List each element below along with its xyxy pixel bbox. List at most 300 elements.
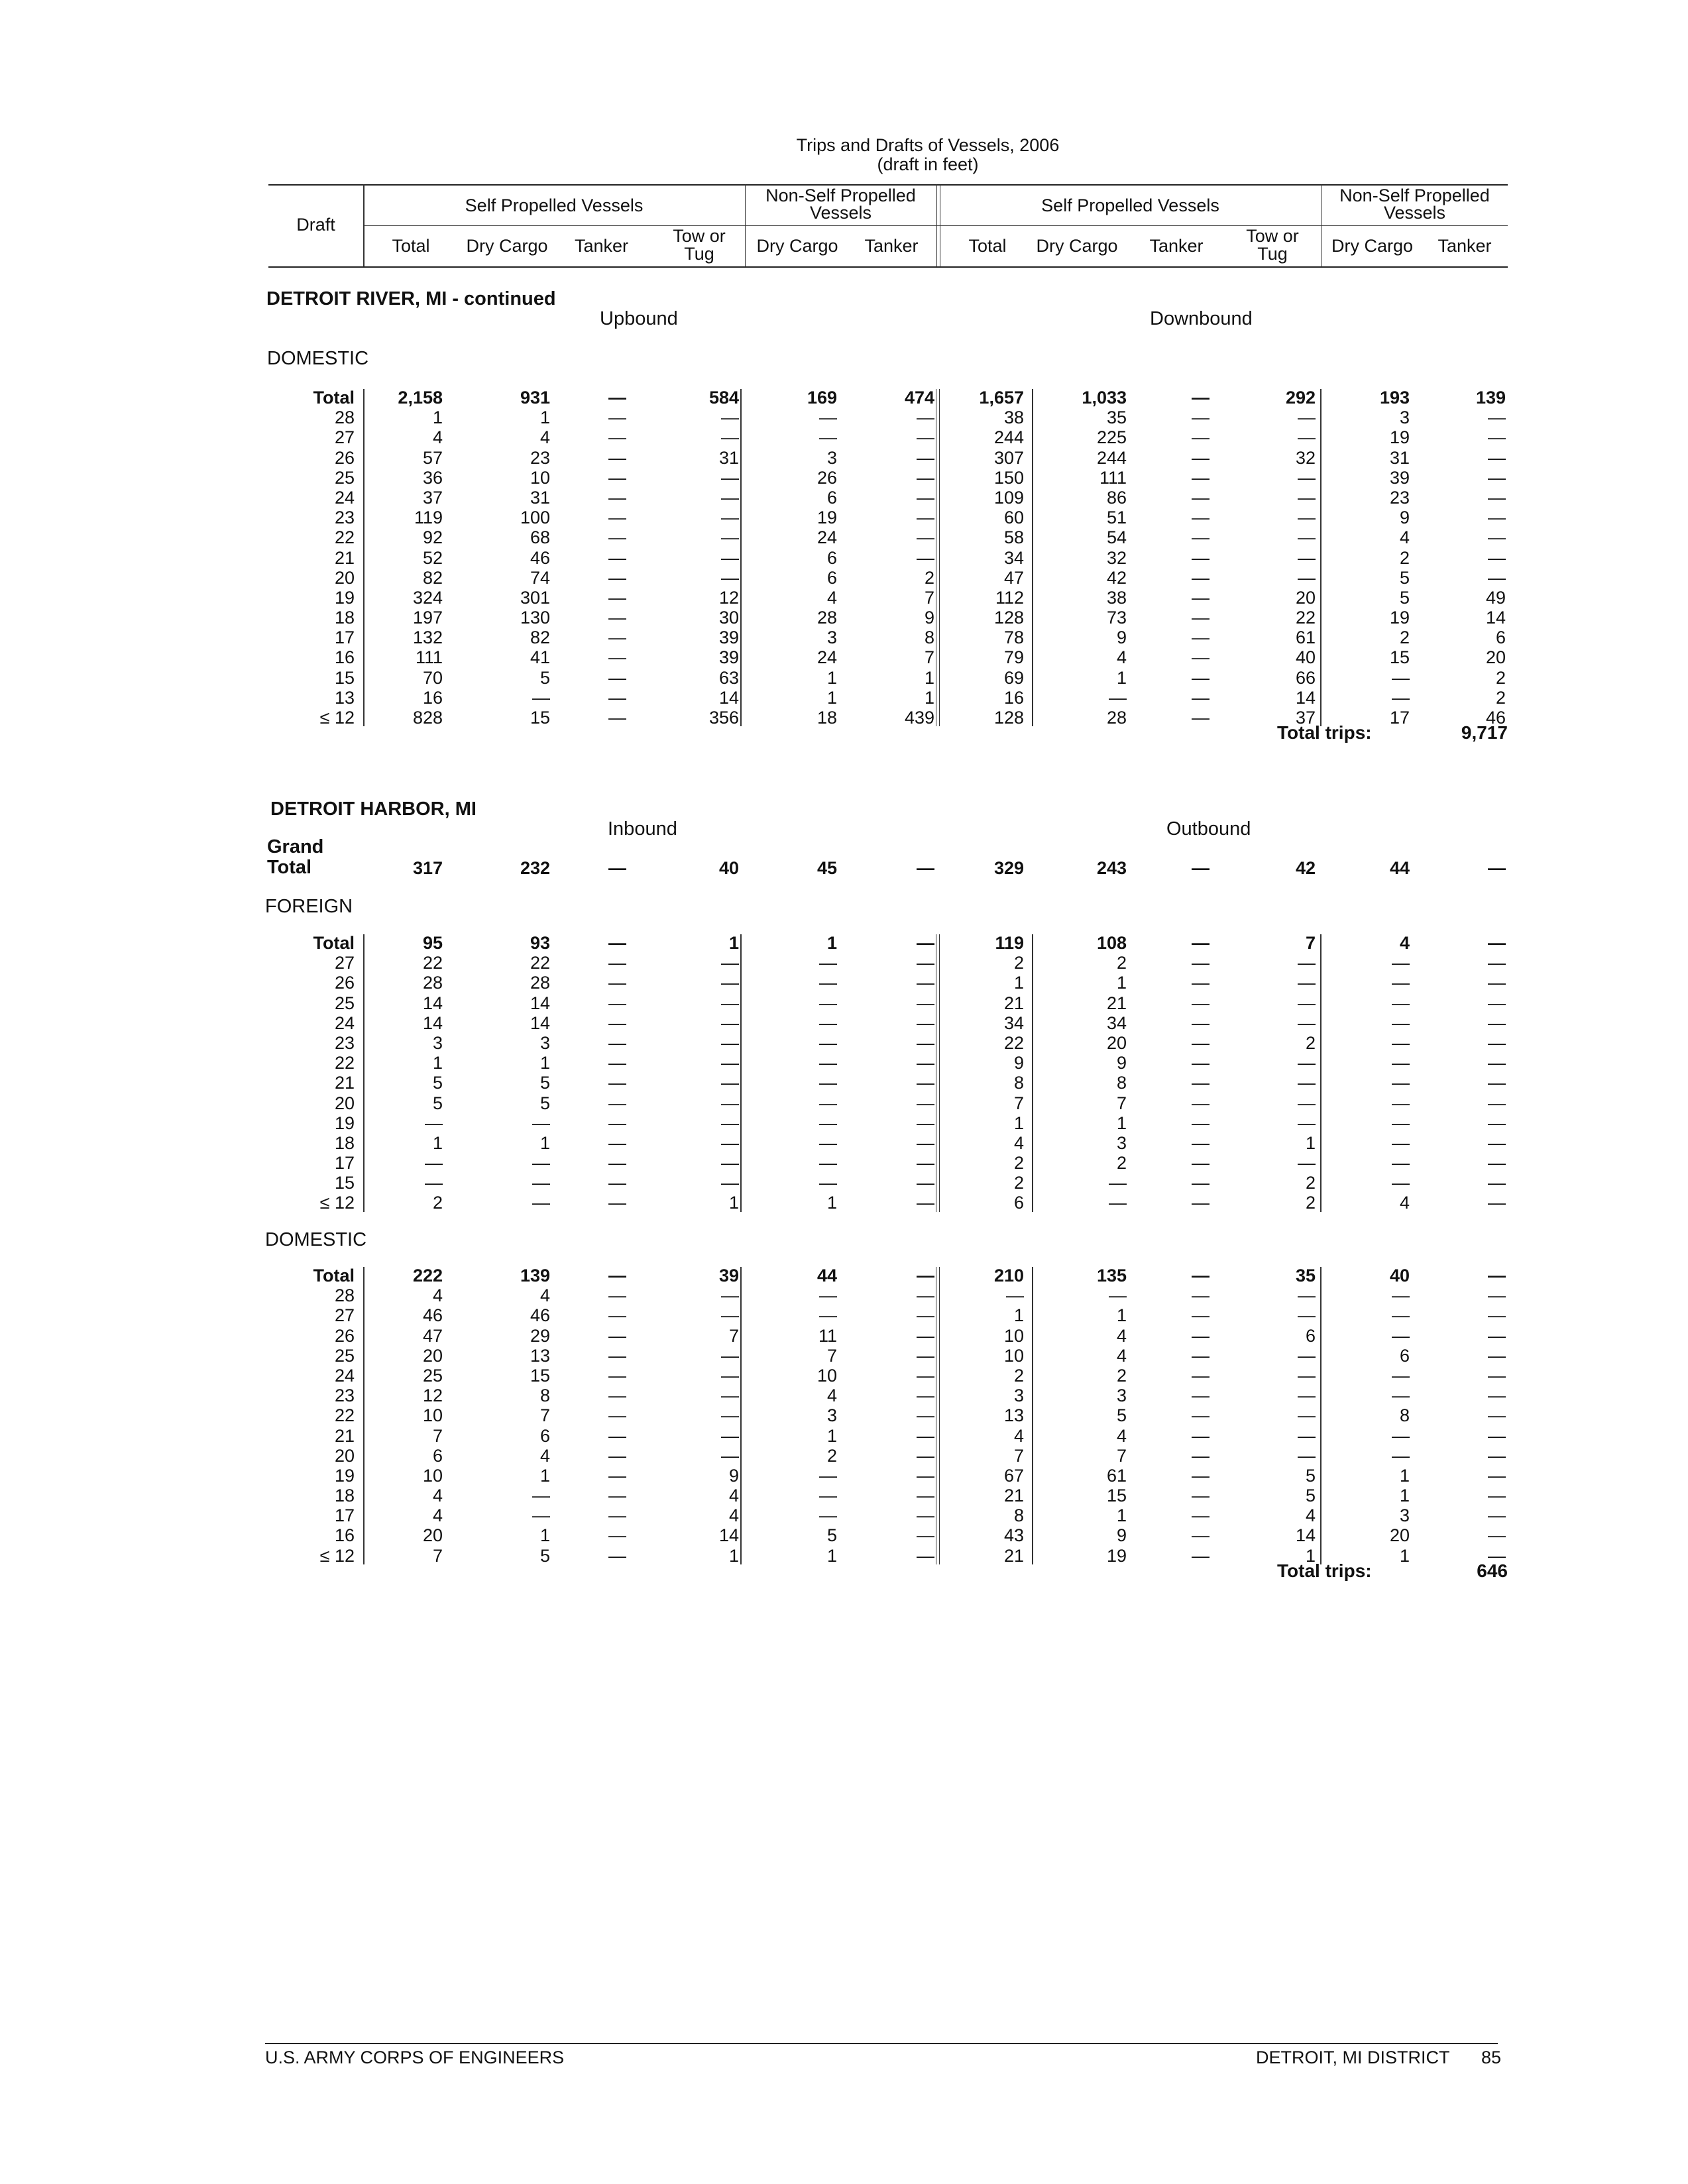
table-cell: 39 <box>718 628 739 648</box>
table-cell: — <box>1298 408 1316 428</box>
draft-column <box>275 933 355 1213</box>
table-cell: — <box>917 1053 934 1073</box>
table-cell: — <box>608 408 626 428</box>
table-cell: 10 <box>816 1365 837 1386</box>
table-cell: 1 <box>1013 1305 1024 1326</box>
table-cell: — <box>1392 1305 1410 1326</box>
table-cell: — <box>1192 1386 1210 1406</box>
table-cell: — <box>721 1113 739 1133</box>
table-cell: 14 <box>530 1012 550 1033</box>
table-cell: — <box>608 708 626 728</box>
table-cell: 14 <box>422 993 443 1013</box>
table-cell: — <box>1392 1053 1410 1073</box>
table-cell: — <box>1392 973 1410 993</box>
table-cell: — <box>1488 1465 1506 1486</box>
table-cell: 4 <box>539 1285 550 1306</box>
table-cell: 47 <box>422 1325 443 1346</box>
table-cell: — <box>1488 447 1506 468</box>
table-cell: — <box>1192 1325 1210 1346</box>
table-cell: 1 <box>539 1053 550 1073</box>
table-cell: — <box>1298 953 1316 973</box>
table-cell: 8 <box>1013 1505 1024 1526</box>
table-cell: 1 <box>539 408 550 428</box>
data-column <box>370 1266 443 1566</box>
table-cell: — <box>1392 1073 1410 1093</box>
table-cell: 150 <box>993 467 1024 488</box>
table-cell: — <box>1488 953 1506 973</box>
table-cell: 4 <box>1116 647 1127 668</box>
table-cell: 19 <box>1389 608 1410 628</box>
data-column <box>1054 388 1127 728</box>
table-cell: — <box>917 1132 934 1153</box>
table-cell: — <box>819 1505 837 1526</box>
data-column <box>370 933 443 1213</box>
table-cell: 39 <box>1389 467 1410 488</box>
table-cell: — <box>1192 1012 1210 1033</box>
table-cell: 307 <box>993 447 1024 468</box>
table-cell: 24 <box>816 527 837 548</box>
table-cell: 9 <box>924 608 934 628</box>
table-cell: — <box>1192 993 1210 1013</box>
table-cell: 19 <box>816 508 837 528</box>
table-cell: — <box>1192 427 1210 448</box>
data-column <box>862 1266 934 1566</box>
table-cell: 3 <box>539 1032 550 1053</box>
table-cell: 3 <box>826 447 837 468</box>
draft-value: 27 <box>334 1305 355 1326</box>
table-cell: 2 <box>1495 687 1506 708</box>
table-cell: 74 <box>530 567 550 588</box>
table-cell: 1 <box>432 1053 443 1073</box>
table-cell: — <box>917 1173 934 1193</box>
table-cell: — <box>819 1113 837 1133</box>
table-cell: 5 <box>432 1093 443 1113</box>
table-cell: — <box>608 1386 626 1406</box>
total-cell: — <box>608 388 626 408</box>
table-cell: 28 <box>530 973 550 993</box>
table-cell: — <box>1488 1053 1506 1073</box>
table-cell: 16 <box>1003 687 1024 708</box>
total-cell: — <box>917 1266 934 1285</box>
table-cell: — <box>1192 1305 1210 1326</box>
draft-value: 23 <box>334 1386 355 1406</box>
table-cell: 8 <box>924 628 934 648</box>
table-cell: — <box>917 547 934 568</box>
table-cell: — <box>721 973 739 993</box>
table-cell: — <box>819 1173 837 1193</box>
table-title <box>663 136 1193 174</box>
table-cell: — <box>608 993 626 1013</box>
table-cell: — <box>532 1153 550 1174</box>
draft-value: ≤ 12 <box>319 1545 355 1566</box>
table-cell: — <box>608 1425 626 1446</box>
total-cell: — <box>608 933 626 953</box>
table-cell: — <box>819 1093 837 1113</box>
table-cell: — <box>1192 1173 1210 1193</box>
table-cell: — <box>1392 1032 1410 1053</box>
table-cell: 1 <box>924 687 934 708</box>
table-cell: — <box>532 687 550 708</box>
table-cell: 35 <box>1106 408 1127 428</box>
table-cell: 26 <box>816 467 837 488</box>
col-header-dry-cargo: Dry Cargo <box>466 236 548 256</box>
total-cell: 93 <box>530 933 550 953</box>
table-cell: — <box>608 447 626 468</box>
table-cell: 37 <box>1295 708 1316 728</box>
table-cell: 21 <box>1106 993 1127 1013</box>
table-cell: — <box>1192 1365 1210 1386</box>
table-cell: — <box>1192 687 1210 708</box>
table-cell: 2 <box>1399 628 1410 648</box>
footer-left: U.S. ARMY CORPS OF ENGINEERS <box>265 2048 565 2067</box>
table-cell: 14 <box>1295 687 1316 708</box>
table-cell: — <box>721 1032 739 1053</box>
header-non-self-propelled-left: Non-Self Propelled Vessels <box>765 186 916 223</box>
table-cell: — <box>1298 1445 1316 1466</box>
table-cell: 73 <box>1106 608 1127 628</box>
column-rule <box>1032 389 1033 726</box>
table-cell: — <box>917 1093 934 1113</box>
table-cell: 15 <box>530 1365 550 1386</box>
total-cell: — <box>1488 1266 1506 1285</box>
table-cell: — <box>1488 1386 1506 1406</box>
data-column <box>764 388 837 728</box>
table-cell: — <box>917 1365 934 1386</box>
table-cell: 1 <box>1399 1545 1410 1566</box>
grand-total-label-line-2: Total <box>267 857 312 878</box>
total-cell: — <box>917 933 934 953</box>
table-cell: 8 <box>1013 1073 1024 1093</box>
table-cell: — <box>1192 1465 1210 1486</box>
table-cell: — <box>608 527 626 548</box>
draft-value: 25 <box>334 993 355 1013</box>
table-cell: 5 <box>539 1073 550 1093</box>
table-cell: — <box>1192 1425 1210 1446</box>
table-cell: — <box>819 953 837 973</box>
table-cell: 2 <box>1305 1193 1316 1213</box>
table-cell: 3 <box>1399 408 1410 428</box>
data-column <box>477 1266 550 1566</box>
table-cell: 100 <box>520 508 550 528</box>
col-header-nsp-tanker-right: Tanker <box>1437 236 1492 256</box>
table-cell: — <box>917 447 934 468</box>
data-column <box>862 388 934 728</box>
table-cell: — <box>608 1325 626 1346</box>
table-cell: 23 <box>530 447 550 468</box>
table-cell: — <box>721 1386 739 1406</box>
table-cell: — <box>917 1505 934 1526</box>
total-cell: 44 <box>816 1266 837 1285</box>
table-cell: 38 <box>1106 587 1127 608</box>
column-rule <box>1320 1267 1322 1564</box>
table-cell: — <box>721 487 739 508</box>
table-cell: — <box>1392 1153 1410 1174</box>
column-rule <box>740 1267 742 1564</box>
table-cell: — <box>819 1285 837 1306</box>
table-cell: 3 <box>1399 1505 1410 1526</box>
table-cell: 5 <box>539 667 550 688</box>
col-header-total-right: Total <box>968 236 1007 256</box>
table-cell: 86 <box>1106 487 1127 508</box>
total-trips-value-harbor: 646 <box>1477 1560 1508 1581</box>
table-cell: 4 <box>432 1285 443 1306</box>
table-cell: — <box>608 647 626 668</box>
table-cell: — <box>608 508 626 528</box>
table-cell: — <box>532 1113 550 1133</box>
table-cell: — <box>1488 1345 1506 1366</box>
table-cell: 6 <box>1305 1325 1316 1346</box>
table-cell: — <box>1488 1545 1506 1566</box>
table-cell: 7 <box>432 1545 443 1566</box>
table-cell: 4 <box>1013 1132 1024 1153</box>
table-cell: — <box>608 467 626 488</box>
col-header-total: Total <box>392 236 430 256</box>
column-rule <box>740 389 742 726</box>
table-cell: 1 <box>539 1132 550 1153</box>
table-cell: 54 <box>1106 527 1127 548</box>
table-cell: — <box>1298 1093 1316 1113</box>
table-cell: — <box>1109 687 1127 708</box>
table-cell: 1 <box>1013 1113 1024 1133</box>
table-cell: — <box>1488 427 1506 448</box>
table-cell: 4 <box>1305 1505 1316 1526</box>
table-cell: — <box>1192 628 1210 648</box>
table-cell: — <box>917 427 934 448</box>
total-cell: 193 <box>1379 388 1410 408</box>
total-cell: — <box>608 1266 626 1285</box>
table-cell: 42 <box>1106 567 1127 588</box>
table-cell: 92 <box>422 527 443 548</box>
table-cell: 57 <box>422 447 443 468</box>
table-cell: 63 <box>718 667 739 688</box>
draft-value: 16 <box>334 647 355 668</box>
table-cell: 14 <box>530 993 550 1013</box>
draft-value: 20 <box>334 567 355 588</box>
table-cell: — <box>1298 487 1316 508</box>
table-cell: — <box>721 1093 739 1113</box>
table-cell: — <box>1488 1012 1506 1033</box>
table-cell: — <box>1298 1053 1316 1073</box>
table-cell: — <box>1192 667 1210 688</box>
table-cell: 4 <box>1116 1325 1127 1346</box>
draft-value: 24 <box>334 487 355 508</box>
table-cell: — <box>721 1285 739 1306</box>
table-cell: 4 <box>539 1445 550 1466</box>
table-cell: — <box>608 1012 626 1033</box>
table-cell: 12 <box>718 587 739 608</box>
table-cell: 41 <box>530 647 550 668</box>
table-cell: — <box>917 1153 934 1174</box>
table-cell: 1 <box>1116 1505 1127 1526</box>
table-cell: — <box>608 1545 626 1566</box>
table-cell: — <box>608 1405 626 1426</box>
grand-total-cell: — <box>917 858 934 878</box>
table-cell: 1 <box>826 1545 837 1566</box>
table-cell: — <box>532 1486 550 1506</box>
table-cell: 4 <box>432 1505 443 1526</box>
data-column <box>1243 388 1316 728</box>
table-cell: — <box>1298 1305 1316 1326</box>
table-cell: — <box>917 408 934 428</box>
table-cell: 9 <box>1013 1053 1024 1073</box>
table-cell: 19 <box>1106 1545 1127 1566</box>
table-cell: — <box>532 1193 550 1213</box>
table-cell: 14 <box>422 1012 443 1033</box>
table-cell: 14 <box>718 687 739 708</box>
table-cell: 9 <box>728 1465 739 1486</box>
table-cell: — <box>1298 1425 1316 1446</box>
table-cell: 244 <box>1096 447 1127 468</box>
grand-total-cell: — <box>1192 858 1210 878</box>
table-cell: 20 <box>1295 587 1316 608</box>
table-cell: — <box>1488 1153 1506 1174</box>
table-cell: 51 <box>1106 508 1127 528</box>
grand-total-cell: 42 <box>1295 858 1316 878</box>
table-cell: 1 <box>539 1525 550 1546</box>
table-cell: — <box>1192 467 1210 488</box>
table-cell: — <box>917 993 934 1013</box>
table-cell: 12 <box>422 1386 443 1406</box>
column-rule <box>936 389 940 726</box>
table-cell: 6 <box>1013 1193 1024 1213</box>
table-cell: — <box>1298 527 1316 548</box>
table-cell: — <box>917 1425 934 1446</box>
footer-rule <box>265 2043 1498 2044</box>
table-cell: — <box>608 427 626 448</box>
table-cell: — <box>1488 1173 1506 1193</box>
table-cell: — <box>917 1012 934 1033</box>
table-cell: — <box>721 427 739 448</box>
table-cell: — <box>1298 567 1316 588</box>
table-cell: 20 <box>1485 647 1506 668</box>
table-cell: — <box>425 1153 443 1174</box>
table-cell: 46 <box>422 1305 443 1326</box>
table-cell: — <box>608 1525 626 1546</box>
table-cell: 1 <box>826 1193 837 1213</box>
table-cell: 2 <box>1013 1153 1024 1174</box>
table-cell: — <box>1488 1093 1506 1113</box>
table-cell: — <box>917 1285 934 1306</box>
table-cell: 17 <box>1389 708 1410 728</box>
data-column <box>666 388 739 728</box>
table-cell: 301 <box>520 587 550 608</box>
draft-value: 20 <box>334 1093 355 1113</box>
table-cell: 9 <box>1116 628 1127 648</box>
table-cell: 4 <box>539 427 550 448</box>
table-cell: — <box>1488 1132 1506 1153</box>
table-cell: — <box>721 1425 739 1446</box>
table-cell: — <box>608 608 626 628</box>
table-cell: 6 <box>1495 628 1506 648</box>
table-cell: 34 <box>1003 1012 1024 1033</box>
table-cell: — <box>819 1305 837 1326</box>
table-cell: 4 <box>1399 527 1410 548</box>
table-cell: 1 <box>432 408 443 428</box>
table-cell: — <box>1192 1445 1210 1466</box>
table-cell: — <box>1488 567 1506 588</box>
table-cell: — <box>1392 1132 1410 1153</box>
table-cell: — <box>608 1305 626 1326</box>
table-cell: — <box>721 547 739 568</box>
data-column <box>553 388 626 728</box>
table-cell: 4 <box>728 1486 739 1506</box>
table-cell: — <box>608 1113 626 1133</box>
direction-upbound: Upbound <box>600 308 678 329</box>
table-cell: — <box>917 1032 934 1053</box>
table-cell: 52 <box>422 547 443 568</box>
table-cell: — <box>1298 1405 1316 1426</box>
table-cell: 4 <box>728 1505 739 1526</box>
total-cell: 7 <box>1305 933 1316 953</box>
block-label-foreign: FOREIGN <box>265 896 353 917</box>
draft-total-label: Total <box>313 933 355 953</box>
table-cell: — <box>1392 1325 1410 1346</box>
table-cell: — <box>1488 1032 1506 1053</box>
draft-value: 22 <box>334 527 355 548</box>
column-rule <box>363 389 365 726</box>
data-column <box>1137 388 1210 728</box>
table-cell: — <box>1192 408 1210 428</box>
draft-value: 27 <box>334 953 355 973</box>
table-cell: — <box>819 1153 837 1174</box>
table-cell: — <box>608 487 626 508</box>
table-cell: — <box>1392 993 1410 1013</box>
table-cell: 2 <box>1013 1365 1024 1386</box>
column-rule <box>363 1267 365 1564</box>
table-cell: — <box>1488 408 1506 428</box>
draft-value: 21 <box>334 547 355 568</box>
direction-outbound: Outbound <box>1166 818 1251 840</box>
table-cell: 128 <box>993 608 1024 628</box>
table-cell: 46 <box>530 1305 550 1326</box>
total-cell: 1,657 <box>979 388 1024 408</box>
draft-value: 18 <box>334 1132 355 1153</box>
total-trips-label: Total trips: <box>1277 722 1372 743</box>
table-cell: 1 <box>826 687 837 708</box>
table-cell: 32 <box>1295 447 1316 468</box>
table-cell: 4 <box>432 427 443 448</box>
table-cell: — <box>1488 1425 1506 1446</box>
table-cell: — <box>1192 1073 1210 1093</box>
data-column <box>764 933 837 1213</box>
table-cell: 6 <box>539 1425 550 1446</box>
table-cell: — <box>917 1345 934 1366</box>
table-cell: — <box>1298 427 1316 448</box>
total-cell: 139 <box>520 1266 550 1285</box>
table-cell: — <box>1192 547 1210 568</box>
table-cell: 18 <box>816 708 837 728</box>
block-label-domestic-harbor: DOMESTIC <box>265 1229 367 1250</box>
col-header-nsp-tanker: Tanker <box>864 236 919 256</box>
table-cell: 21 <box>1003 1486 1024 1506</box>
table-cell: — <box>608 1445 626 1466</box>
table-cell: — <box>608 973 626 993</box>
data-column <box>1054 1266 1127 1566</box>
table-cell: — <box>819 993 837 1013</box>
table-cell: — <box>1392 1093 1410 1113</box>
draft-value: 24 <box>334 1365 355 1386</box>
table-cell: 7 <box>728 1325 739 1346</box>
table-cell: 13 <box>1003 1405 1024 1426</box>
table-cell: 4 <box>1116 1425 1127 1446</box>
table-cell: 31 <box>1389 447 1410 468</box>
table-cell: — <box>1488 1073 1506 1093</box>
total-cell: 39 <box>718 1266 739 1285</box>
table-cell: 30 <box>718 608 739 628</box>
table-cell: — <box>721 1405 739 1426</box>
table-cell: — <box>1192 1545 1210 1566</box>
total-cell: — <box>1192 933 1210 953</box>
